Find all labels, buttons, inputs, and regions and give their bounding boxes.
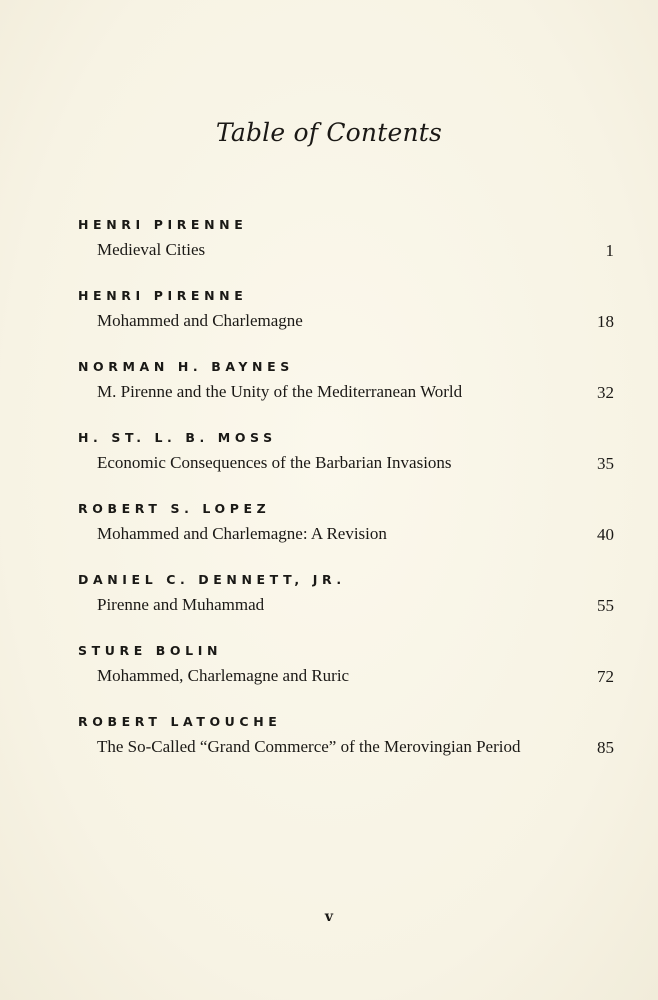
contents-list (78, 217, 614, 785)
toc-entry (78, 288, 614, 359)
entry-title: Pirenne and Muhammad (97, 595, 265, 614)
entry-title: Mohammed and Charlemagne: A Revision (97, 524, 387, 543)
entry-author: NORMAN H. BAYNES (78, 359, 294, 374)
toc-entry (78, 359, 614, 430)
toc-entry (78, 430, 614, 501)
entry-page-number: 72 (597, 667, 614, 686)
page-title: Table of Contents (215, 118, 443, 147)
entry-page-number: 85 (597, 738, 614, 757)
entry-page-number: 40 (597, 525, 614, 544)
entry-title: Mohammed and Charlemagne (97, 311, 303, 330)
entry-title: Mohammed, Charlemagne and Ruric (97, 666, 350, 685)
toc-entry (78, 217, 614, 288)
toc-entry (78, 714, 614, 785)
entry-author: HENRI PIRENNE (78, 217, 248, 232)
entry-page-number: 55 (597, 596, 614, 615)
entry-title: Medieval Cities (97, 240, 206, 259)
toc-entry (78, 572, 614, 643)
page-folio: v (324, 909, 334, 925)
entry-page-number: 32 (597, 383, 614, 402)
entry-author: H. ST. L. B. MOSS (78, 430, 277, 445)
toc-entry (78, 643, 614, 714)
toc-entry (78, 501, 614, 572)
entry-title: Economic Consequences of the Barbarian Invasions (97, 453, 452, 472)
entry-title: The So-Called “Grand Commerce” of the Merovingian Period (97, 737, 521, 756)
entry-page-number: 18 (597, 312, 614, 331)
entry-author: HENRI PIRENNE (78, 288, 248, 303)
entry-author: STURE BOLIN (78, 643, 223, 658)
entry-author: ROBERT S. LOPEZ (78, 501, 271, 516)
entry-title: M. Pirenne and the Unity of the Mediterranean World (97, 382, 463, 401)
entry-page-number: 35 (597, 454, 614, 473)
entry-page-number: 1 (605, 241, 614, 260)
entry-author: DANIEL C. DENNETT, JR. (78, 572, 346, 587)
entry-author: ROBERT LATOUCHE (78, 714, 282, 729)
